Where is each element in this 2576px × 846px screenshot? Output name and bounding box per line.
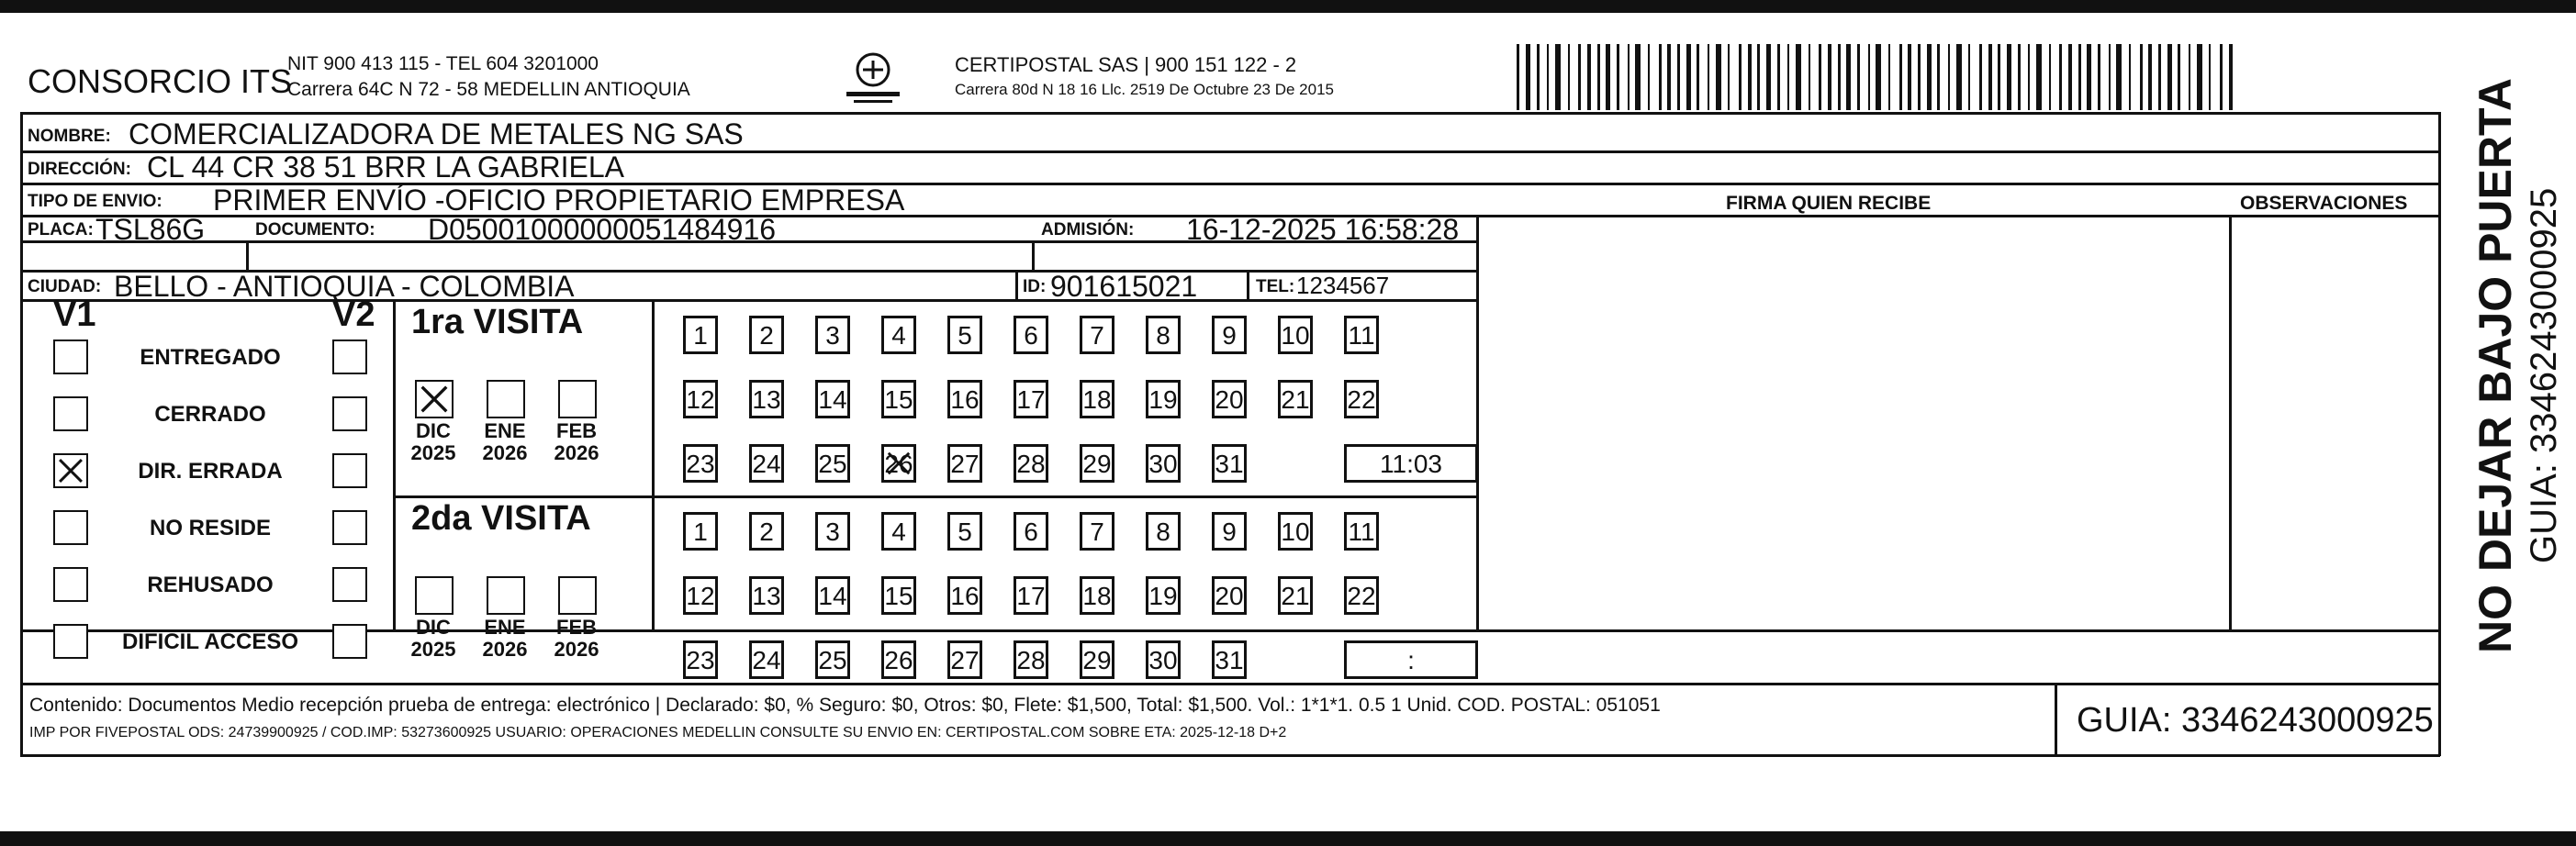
tel-divider [1247, 270, 1249, 301]
v1-checkbox[interactable] [53, 396, 88, 431]
day-box[interactable]: 9 [1212, 316, 1247, 354]
id-value: 901615021 [1050, 270, 1198, 303]
day-box[interactable]: 17 [1014, 380, 1048, 418]
placa-value: TSL86G [95, 213, 206, 246]
day-box[interactable]: 16 [947, 380, 982, 418]
day-box[interactable]: 2 [749, 512, 784, 551]
ciudad-label: CIUDAD: [28, 277, 102, 296]
footer-imp: IMP POR FIVEPOSTAL ODS: 24739900925 / COD.IMP: 53273600925 USUARIO: OPERACIONES MEDELLIN CONSULTE SU ENVIO EN: CERTIPOSTAL.COM SOBRE ETA: 2025-12-18 D+2 [29, 725, 1287, 740]
day-box[interactable]: 12 [683, 380, 718, 418]
v2-checkbox[interactable] [332, 567, 367, 602]
tel-value: 1234567 [1296, 272, 1390, 299]
footer-bottom-border [20, 754, 2440, 757]
v1-checkbox[interactable] [53, 624, 88, 659]
v1-label: V1 [53, 295, 96, 334]
status-label: DIFICIL ACCESO [121, 629, 298, 654]
day-box[interactable]: 17 [1014, 576, 1048, 615]
day-box[interactable]: 31 [1212, 640, 1247, 679]
day-box[interactable]: 26 [881, 640, 916, 679]
visit-title: 2da VISITA [411, 499, 591, 538]
day-box[interactable]: 8 [1146, 512, 1181, 551]
day-box[interactable]: 6 [1014, 316, 1048, 354]
month-label: DIC [416, 616, 451, 639]
day-box[interactable]: 5 [947, 512, 982, 551]
footer-contenido: Contenido: Documentos Medio recepción prueba de entrega: electrónico | Declarado: $0, % Seguro: $0, Otros: $0, Flete: $1,500, Total: $1,500. Vol.: 1*1*1. 0.5 1 Unid. COD. POSTAL: 051051 [29, 695, 1661, 716]
month-checkbox[interactable] [415, 576, 454, 615]
top-rule [0, 0, 2576, 13]
firma-header: FIRMA QUIEN RECIBE [1726, 193, 1932, 214]
day-box[interactable]: 16 [947, 576, 982, 615]
day-box[interactable]: 15 [881, 380, 916, 418]
admision-divider [1032, 240, 1035, 272]
year-label: 2025 [410, 441, 456, 464]
year-label: 2026 [482, 441, 528, 464]
visit-divider [393, 495, 1478, 498]
placa-divider [246, 240, 249, 272]
v2-checkbox[interactable] [332, 624, 367, 659]
day-box[interactable]: 13 [749, 576, 784, 615]
footer-left-border [20, 683, 23, 756]
day-box[interactable]: 19 [1146, 576, 1181, 615]
month-checkbox[interactable] [558, 380, 597, 418]
tipo-envio-label: TIPO DE ENVIO: [28, 192, 162, 211]
day-box[interactable]: 23 [683, 640, 718, 679]
time-box[interactable]: 11:03 [1344, 444, 1478, 483]
month-label: DIC [416, 419, 451, 442]
ciudad-value: BELLO - ANTIOQUIA - COLOMBIA [114, 270, 575, 303]
placa-label: PLACA: [28, 220, 94, 239]
day-box[interactable]: 9 [1212, 512, 1247, 551]
side-guia: GUIA: 3346243000925 [2524, 187, 2564, 563]
day-box[interactable]: 28 [1014, 444, 1048, 483]
day-box[interactable]: 29 [1080, 444, 1114, 483]
right-divider [2438, 112, 2441, 685]
year-label: 2026 [482, 638, 528, 661]
courier-line1: CERTIPOSTAL SAS | 900 151 122 - 2 [955, 53, 1297, 76]
v2-checkbox[interactable] [332, 396, 367, 431]
day-box[interactable]: 2 [749, 316, 784, 354]
status-label: CERRADO [154, 402, 266, 427]
row-line [20, 629, 2440, 632]
admision-label: ADMISIÓN: [1041, 220, 1135, 239]
day-box[interactable]: 27 [947, 640, 982, 679]
month-label: ENE [484, 616, 526, 639]
day-box[interactable]: 3 [815, 316, 850, 354]
courier-line2: Carrera 80d N 18 16 Llc. 2519 De Octubre 23 De 2015 [955, 81, 1334, 98]
id-label: ID: [1023, 277, 1047, 296]
v1-checkbox[interactable] [53, 340, 88, 374]
bottom-rule [0, 831, 2576, 846]
status-label: NO RESIDE [149, 516, 272, 540]
documento-label: DOCUMENTO: [255, 220, 375, 239]
nombre-label: NOMBRE: [28, 127, 111, 146]
tel-label: TEL: [1256, 277, 1295, 296]
day-box[interactable]: 18 [1080, 380, 1114, 418]
guia-divider [2055, 683, 2057, 756]
day-box[interactable]: 1 [683, 316, 718, 354]
status-label: ENTREGADO [140, 345, 281, 370]
month-label: ENE [484, 419, 526, 442]
id-divider [1015, 270, 1018, 301]
day-box[interactable]: 23 [683, 444, 718, 483]
sender-name: CONSORCIO ITS [28, 62, 293, 100]
day-box[interactable]: 13 [749, 380, 784, 418]
day-box[interactable]: 27 [947, 444, 982, 483]
nombre-value: COMERCIALIZADORA DE METALES NG SAS [129, 117, 744, 150]
v2-checkbox[interactable] [332, 453, 367, 488]
day-box[interactable]: 18 [1080, 576, 1114, 615]
day-box[interactable]: 7 [1080, 512, 1114, 551]
status-label: DIR. ERRADA [138, 459, 283, 484]
documento-value: D05001000000051484916 [428, 213, 777, 246]
side-no-dejar: NO DEJAR BAJO PUERTA [2470, 78, 2521, 653]
day-box[interactable]: 30 [1146, 640, 1181, 679]
day-box[interactable]: 25 [815, 444, 850, 483]
form-left-border [20, 112, 23, 685]
v2-checkbox[interactable] [332, 340, 367, 374]
direccion-label: DIRECCIÓN: [28, 160, 131, 179]
v2-label: V2 [332, 295, 375, 334]
certipostal-logo [843, 50, 903, 106]
v1-checkbox[interactable] [53, 510, 88, 545]
firma-divider [1476, 215, 1479, 631]
v1-checkbox[interactable] [53, 453, 88, 488]
direccion-value: CL 44 CR 38 51 BRR LA GABRIELA [147, 150, 624, 184]
month-checkbox[interactable] [558, 576, 597, 615]
day-box[interactable]: 10 [1278, 316, 1313, 354]
form-top-border [20, 112, 2440, 115]
day-box[interactable]: 6 [1014, 512, 1048, 551]
year-label: 2026 [554, 638, 599, 661]
day-box[interactable]: 14 [815, 576, 850, 615]
day-box[interactable]: 30 [1146, 444, 1181, 483]
day-box[interactable]: 24 [749, 444, 784, 483]
day-box[interactable]: 22 [1344, 576, 1379, 615]
month-label: FEB [556, 419, 597, 442]
day-box[interactable]: 8 [1146, 316, 1181, 354]
day-box[interactable]: 25 [815, 640, 850, 679]
v1-checkbox[interactable] [53, 567, 88, 602]
v2-checkbox[interactable] [332, 510, 367, 545]
day-box[interactable]: 29 [1080, 640, 1114, 679]
day-box[interactable]: 21 [1278, 576, 1313, 615]
day-box[interactable]: 21 [1278, 380, 1313, 418]
year-label: 2026 [554, 441, 599, 464]
day-box[interactable]: 11 [1344, 316, 1379, 354]
day-box[interactable]: 20 [1212, 576, 1247, 615]
form-bottom-border [20, 683, 2440, 685]
day-box[interactable]: 4 [881, 512, 916, 551]
sender-line2: Carrera 64C N 72 - 58 MEDELLIN ANTIOQUIA [287, 79, 690, 100]
day-box[interactable]: 24 [749, 640, 784, 679]
month-checkbox[interactable] [487, 380, 525, 418]
day-box[interactable]: 12 [683, 576, 718, 615]
day-box[interactable]: 14 [815, 380, 850, 418]
day-box[interactable]: 26 [881, 444, 916, 483]
day-box[interactable]: 19 [1146, 380, 1181, 418]
month-checkbox[interactable] [487, 576, 525, 615]
day-box[interactable]: 1 [683, 512, 718, 551]
status-label: REHUSADO [147, 573, 274, 597]
day-box[interactable]: 15 [881, 576, 916, 615]
footer-right-border [2438, 683, 2441, 756]
tipo-envio-value: PRIMER ENVÍO -OFICIO PROPIETARIO EMPRESA [213, 184, 905, 217]
barcode [1517, 44, 2233, 110]
status-divider [393, 299, 396, 631]
day-box[interactable]: 3 [815, 512, 850, 551]
sender-line1: NIT 900 413 115 - TEL 604 3201000 [287, 53, 599, 74]
day-box[interactable]: 7 [1080, 316, 1114, 354]
admision-value: 16-12-2025 16:58:28 [1186, 213, 1460, 246]
month-label: FEB [556, 616, 597, 639]
month-checkbox[interactable] [415, 380, 454, 418]
day-box[interactable]: 28 [1014, 640, 1048, 679]
visit-title: 1ra VISITA [411, 303, 584, 341]
footer-guia: GUIA: 3346243000925 [2077, 701, 2434, 740]
month-divider [652, 299, 655, 631]
day-box[interactable]: 10 [1278, 512, 1313, 551]
day-box[interactable]: 22 [1344, 380, 1379, 418]
day-box[interactable]: 31 [1212, 444, 1247, 483]
year-label: 2025 [410, 638, 456, 661]
obs-divider [2229, 215, 2232, 631]
time-box[interactable]: : [1344, 640, 1478, 679]
observaciones-header: OBSERVACIONES [2240, 193, 2408, 214]
day-box[interactable]: 4 [881, 316, 916, 354]
day-box[interactable]: 5 [947, 316, 982, 354]
day-box[interactable]: 11 [1344, 512, 1379, 551]
day-box[interactable]: 20 [1212, 380, 1247, 418]
